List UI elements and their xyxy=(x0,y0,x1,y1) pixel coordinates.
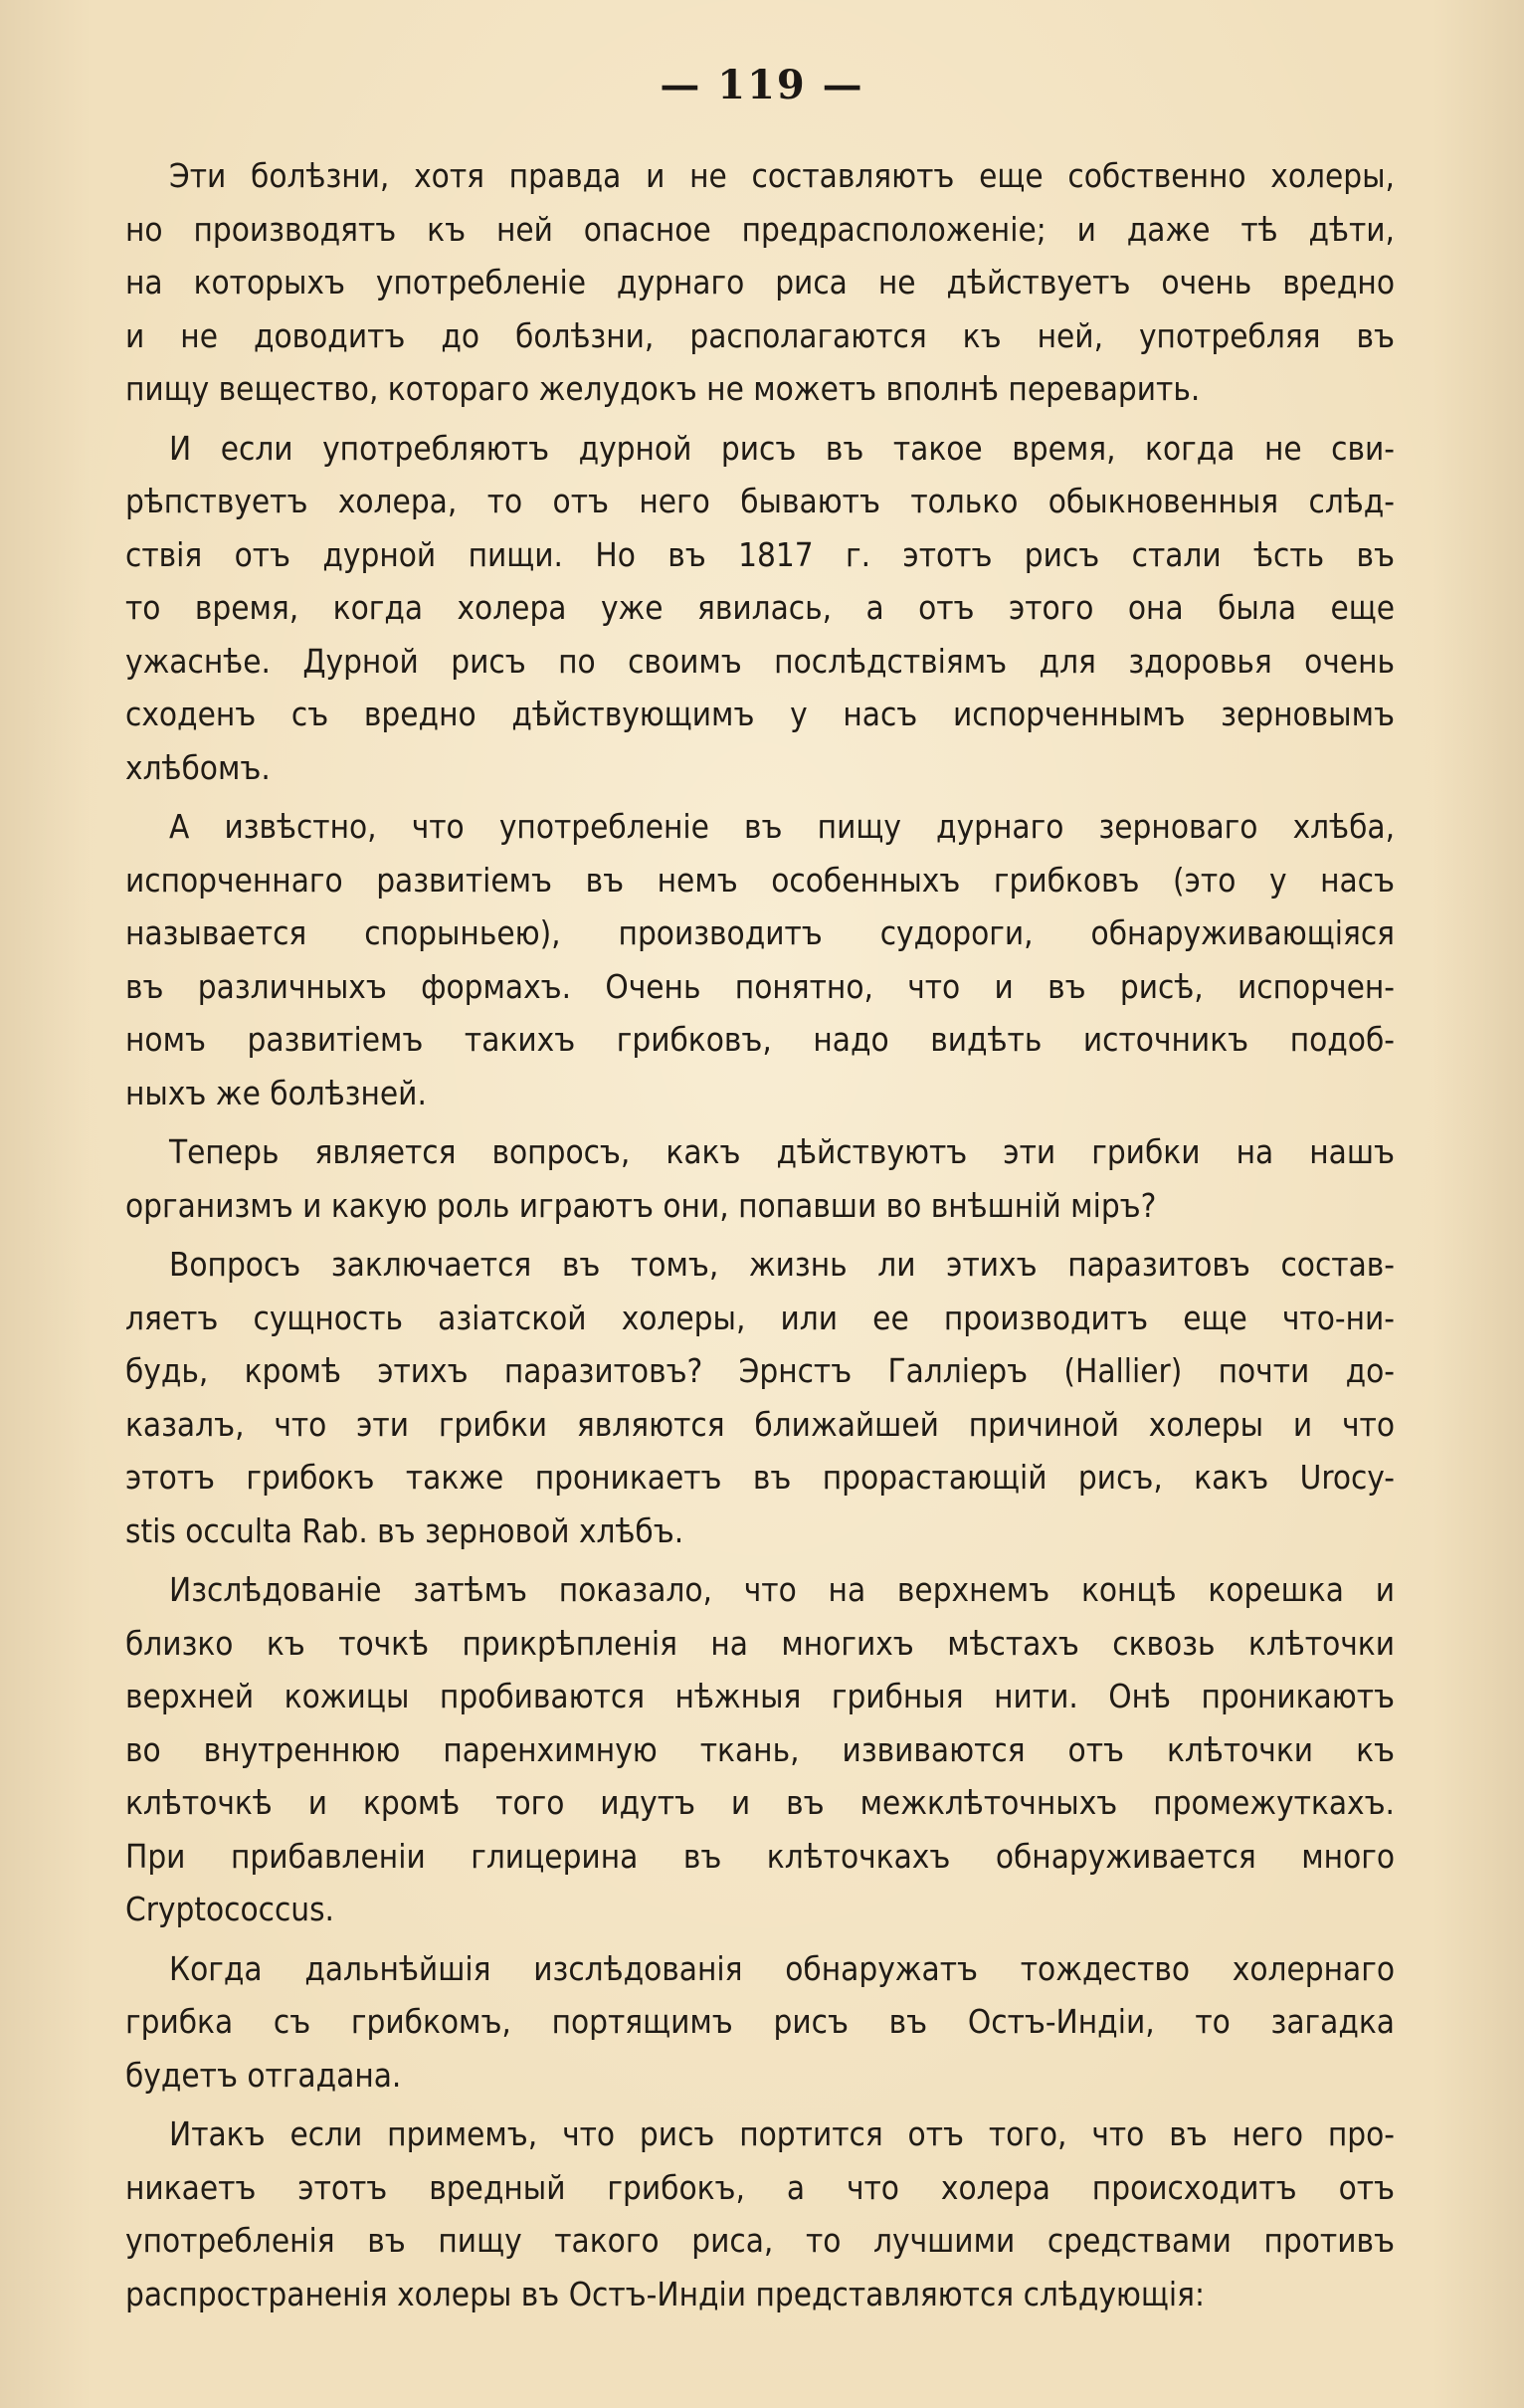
paragraph xyxy=(125,1238,1395,1557)
text-line: При прибавленiи глицерина въ клѣточкахъ обнаруживается много xyxy=(125,1836,1395,1876)
paragraph xyxy=(125,2107,1395,2320)
text-line: stis occulta Rab. въ зерновой хлѣбъ. xyxy=(125,1510,684,1550)
text-line: ужаснѣе. Дурной рисъ по своимъ послѣдствiямъ для здоровья очень xyxy=(125,641,1395,681)
text-line: организмъ и какую роль играютъ они, попавши во внѣшнiй мiръ? xyxy=(125,1185,1157,1225)
text-line: верхней кожицы пробиваются нѣжныя грибныя нити. Онѣ проникаютъ xyxy=(125,1677,1395,1715)
paragraph xyxy=(125,800,1395,1119)
text-line: ныхъ же болѣзней. xyxy=(125,1073,427,1112)
text-line: Эти болѣзни, хотя правда и не составляютъ еще собственно холеры, xyxy=(169,156,1395,195)
text-line: будь, кромѣ этихъ паразитовъ? Эрнстъ Галлiеръ (Hallier) почти до- xyxy=(125,1351,1395,1390)
paragraph xyxy=(125,149,1395,416)
paragraph xyxy=(125,1563,1395,1936)
text-line: но производятъ къ ней опасное предрасположенiе; и даже тѣ дѣти, xyxy=(125,209,1395,249)
text-line: то время, когда холера уже явилась, а отъ этого она была еще xyxy=(125,588,1395,627)
text-line: этотъ грибокъ также проникаетъ въ прорастающiй рисъ, какъ Urocy- xyxy=(125,1458,1395,1497)
text-line: близко къ точкѣ прикрѣпленiя на многихъ мѣстахъ сквозь клѣточки xyxy=(125,1623,1395,1663)
text-line: рѣпствуетъ холера, то отъ него бываютъ только обыкновенныя слѣд- xyxy=(125,482,1395,520)
paragraph xyxy=(125,1942,1395,2103)
text-line: И если употребляютъ дурной рисъ въ такое время, когда не сви- xyxy=(169,428,1395,468)
text-line: и не доводитъ до болѣзни, располагаются къ ней, употребляя въ xyxy=(125,315,1395,355)
text-line: на которыхъ употребленiе дурнаго риса не дѣйствуетъ очень вредно xyxy=(125,263,1395,301)
text-line: Итакъ если примемъ, что рисъ портится отъ того, что въ него про- xyxy=(169,2114,1395,2153)
text-line: ляетъ сущность азiатской холеры, или ее производитъ еще что-ни- xyxy=(125,1298,1395,1337)
body-text xyxy=(125,149,1395,2326)
text-line: А извѣстно, что употребленiе въ пищу дурнаго зерноваго хлѣба, xyxy=(169,807,1395,846)
text-line: Изслѣдованiе затѣмъ показало, что на верхнемъ концѣ корешка и xyxy=(169,1570,1395,1609)
page-number: — 119 — xyxy=(660,62,864,108)
text-line: во внутреннюю паренхимную ткань, извиваются отъ клѣточки къ xyxy=(125,1729,1395,1769)
text-line: грибка съ грибкомъ, портящимъ рисъ въ Остъ-Индiи, то загадка xyxy=(125,2002,1395,2041)
text-line: называется спорыньею), производитъ судороги, обнаруживающiяся xyxy=(125,913,1395,952)
text-line: клѣточкѣ и кромѣ того идутъ и въ межклѣточныхъ промежуткахъ. xyxy=(125,1783,1395,1822)
paragraph xyxy=(125,1125,1395,1232)
text-line: Cryptococcus. xyxy=(125,1890,334,1928)
text-line: ствiя отъ дурной пищи. Но въ 1817 г. этотъ рисъ стали ѣсть въ xyxy=(125,534,1395,574)
text-line: въ различныхъ формахъ. Очень понятно, что и въ рисѣ, испорчен- xyxy=(125,966,1395,1006)
text-line: хлѣбомъ. xyxy=(125,747,271,787)
text-line: распространенiя холеры въ Остъ-Индiи представляются слѣдующiя: xyxy=(125,2274,1205,2313)
text-line: Вопросъ заключается въ томъ, жизнь ли этихъ паразитовъ состав- xyxy=(169,1245,1395,1284)
text-line: Теперь является вопросъ, какъ дѣйствуютъ эти грибки на нашъ xyxy=(169,1132,1395,1171)
paragraph xyxy=(125,422,1395,795)
text-line: испорченнаго развитiемъ въ немъ особенныхъ грибковъ (это у насъ xyxy=(125,860,1395,900)
text-line: употребленiя въ пищу такого риса, то лучшими средствами противъ xyxy=(125,2221,1395,2260)
text-line: казалъ, что эти грибки являются ближайшей причиной холеры и что xyxy=(125,1404,1395,1444)
text-line: номъ развитiемъ такихъ грибковъ, надо видѣть источникъ подоб- xyxy=(125,1020,1395,1059)
text-line: Когда дальнѣйшiя изслѣдованiя обнаружатъ тождество холернаго xyxy=(169,1948,1395,1988)
text-line: никаетъ этотъ вредный грибокъ, а что холера происходитъ отъ xyxy=(125,2167,1395,2207)
text-line: пищу вещество, котораго желудокъ не можетъ вполнѣ переварить. xyxy=(125,369,1201,408)
text-line: сходенъ съ вредно дѣйствующимъ у насъ испорченнымъ зерновымъ xyxy=(125,695,1395,733)
text-line: будетъ отгадана. xyxy=(125,2055,402,2095)
